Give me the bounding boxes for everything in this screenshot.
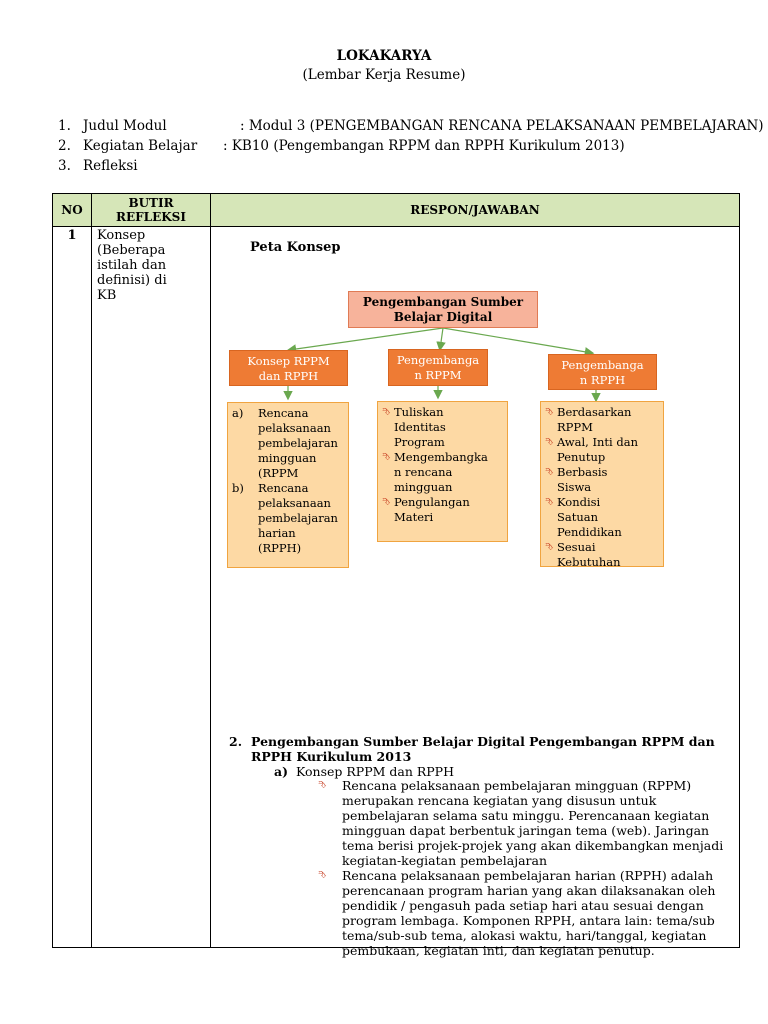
arrow-bullet-icon: ⮷ bbox=[545, 542, 553, 553]
item-line: (RPPH) bbox=[258, 541, 302, 555]
item-line: Penutup bbox=[557, 450, 606, 464]
bullet-line: tema/sub-sub tema, alokasi waktu, hari/tanggal, kegiatan bbox=[342, 928, 707, 943]
node-line: n RPPM bbox=[414, 368, 462, 382]
item-line: Rencana bbox=[258, 481, 309, 495]
heading-line: RPPH Kurikulum 2013 bbox=[251, 749, 412, 764]
section2-heading bbox=[229, 734, 734, 764]
meta-value: : KB10 (Pengembangan RPPM dan RPPH Kurikulum 2013) bbox=[223, 138, 625, 154]
concept-root-node bbox=[348, 291, 538, 328]
bullet-line: pembukaan, kegiatan inti, dan kegiatan penutup. bbox=[342, 943, 655, 958]
item-line: Kondisi bbox=[557, 495, 601, 509]
butir-line: KB bbox=[97, 288, 117, 303]
node-line: Pengembanga bbox=[561, 358, 644, 372]
section2-subheading bbox=[274, 764, 454, 779]
meta-label: Kegiatan Belajar bbox=[83, 138, 198, 154]
detail-box-rpph bbox=[540, 401, 664, 567]
item-line: Rencana bbox=[258, 406, 309, 420]
node-line: Konsep RPPM bbox=[247, 354, 330, 368]
row-number: 1 bbox=[67, 228, 77, 243]
butir-line: definisi) di bbox=[97, 273, 167, 288]
detail-item bbox=[382, 405, 503, 450]
header-butir: BUTIR REFLEKSI bbox=[116, 196, 186, 224]
item-line: Berdasarkan bbox=[557, 405, 632, 419]
section-number: 2. bbox=[229, 734, 243, 749]
section2-bullets bbox=[318, 778, 736, 958]
heading-line: Pengembangan Sumber Belajar Digital Pengembangan RPPM dan bbox=[251, 734, 715, 749]
meta-number: 1. bbox=[58, 118, 71, 134]
detail-item bbox=[545, 435, 659, 465]
detail-item bbox=[545, 405, 659, 435]
item-line: pembelajaran bbox=[258, 436, 338, 450]
concept-map-heading: Peta Konsep bbox=[250, 240, 341, 255]
item-line: Sesuai bbox=[557, 540, 596, 554]
meta-label: Judul Modul bbox=[83, 118, 167, 134]
item-marker: a) bbox=[232, 406, 244, 420]
detail-box-rppm bbox=[377, 401, 508, 542]
arrow-bullet-icon: ⮷ bbox=[545, 407, 553, 418]
item-line: n rencana bbox=[394, 465, 453, 479]
item-line: Mengembangka bbox=[394, 450, 488, 464]
butir-line: (Beberapa bbox=[97, 243, 166, 258]
butir-line: Konsep bbox=[97, 228, 146, 243]
arrow-bullet-icon: ⮷ bbox=[318, 780, 326, 791]
item-line: Kebutuhan bbox=[557, 555, 621, 567]
arrow-bullet-icon: ⮷ bbox=[382, 497, 390, 508]
root-line: Pengembangan Sumber bbox=[362, 295, 524, 309]
item-line: pelaksanaan bbox=[258, 496, 331, 510]
bullet-item bbox=[318, 778, 736, 868]
meta-number: 3. bbox=[58, 158, 71, 174]
arrow-bullet-icon: ⮷ bbox=[382, 407, 390, 418]
detail-item bbox=[545, 495, 659, 540]
item-marker: b) bbox=[232, 481, 244, 495]
detail-item bbox=[382, 450, 503, 495]
detail-item bbox=[545, 465, 659, 495]
bullet-line: kegiatan-kegiatan pembelajaran bbox=[342, 853, 548, 868]
concept-node-rppm bbox=[388, 349, 488, 386]
detail-item bbox=[382, 495, 503, 525]
node-line: n RPPH bbox=[579, 373, 626, 387]
item-line: Materi bbox=[394, 510, 434, 524]
detail-item bbox=[545, 540, 659, 567]
bullet-line: merupakan rencana kegiatan yang disusun untuk bbox=[342, 793, 657, 808]
item-line: Pendidikan bbox=[557, 525, 622, 539]
bullet-line: pendidik / pengasuh pada setiap hari atau sesuai dengan bbox=[342, 898, 704, 913]
meta-number: 2. bbox=[58, 138, 71, 154]
bullet-line: pembelajaran selama satu minggu. Perencanaan kegiatan bbox=[342, 808, 710, 823]
node-line: dan RPPH bbox=[258, 369, 319, 383]
arrow-bullet-icon: ⮷ bbox=[545, 437, 553, 448]
detail-box-konsep bbox=[227, 402, 349, 568]
page-subtitle: (Lembar Kerja Resume) bbox=[302, 67, 466, 83]
arrow-bullet-icon: ⮷ bbox=[382, 452, 390, 463]
meta-value: : Modul 3 (PENGEMBANGAN RENCANA PELAKSANAAN PEMBELAJARAN) bbox=[240, 118, 764, 134]
node-line: Pengembanga bbox=[396, 353, 480, 367]
bullet-line: program lembaga. Komponen RPPH, antara lain: tema/sub bbox=[342, 913, 715, 928]
meta-label: Refleksi bbox=[83, 158, 138, 174]
bullet-line: mingguan dapat berbentuk jaringan tema (web). Jaringan bbox=[342, 823, 710, 838]
bullet-line: Rencana pelaksanaan pembelajaran harian (RPPH) adalah bbox=[342, 868, 714, 883]
item-line: Tuliskan bbox=[394, 405, 444, 419]
bullet-line: perencanaan program harian yang akan dilaksanakan oleh bbox=[342, 883, 716, 898]
item-line: mingguan bbox=[258, 451, 317, 465]
bullet-line: Rencana pelaksanaan pembelajaran mingguan (RPPM) bbox=[342, 778, 692, 793]
item-line: Program bbox=[394, 435, 445, 449]
sub-title: Konsep RPPM dan RPPH bbox=[296, 764, 454, 779]
header-respon: RESPON/JAWABAN bbox=[410, 203, 540, 217]
bullet-item bbox=[318, 868, 736, 958]
item-line: (RPPM bbox=[258, 466, 299, 480]
bullet-line: tema berisi projek-projek yang akan dikembangkan menjadi bbox=[342, 838, 724, 853]
item-line: harian bbox=[258, 526, 296, 540]
sub-marker: a) bbox=[274, 764, 289, 779]
concept-node-rpph bbox=[548, 354, 657, 390]
item-line: Identitas bbox=[394, 420, 446, 434]
item-line: Siswa bbox=[557, 480, 592, 494]
page-title: LOKAKARYA bbox=[336, 48, 432, 64]
item-line: pelaksanaan bbox=[258, 421, 331, 435]
item-line: mingguan bbox=[394, 480, 453, 494]
root-line: Belajar Digital bbox=[393, 310, 493, 324]
arrow-bullet-icon: ⮷ bbox=[545, 497, 553, 508]
butir-line: istilah dan bbox=[97, 258, 167, 273]
item-line: RPPM bbox=[557, 420, 593, 434]
item-line: Awal, Inti dan bbox=[557, 435, 639, 449]
item-line: Pengulangan bbox=[394, 495, 470, 509]
header-no: NO bbox=[61, 203, 83, 217]
arrow-bullet-icon: ⮷ bbox=[545, 467, 553, 478]
item-line: pembelajaran bbox=[258, 511, 338, 525]
detail-item bbox=[232, 406, 344, 481]
item-line: Berbasis bbox=[557, 465, 608, 479]
concept-node-konsep bbox=[229, 350, 348, 386]
detail-item bbox=[232, 481, 344, 556]
arrow-bullet-icon: ⮷ bbox=[318, 870, 326, 881]
item-line: Satuan bbox=[557, 510, 599, 524]
